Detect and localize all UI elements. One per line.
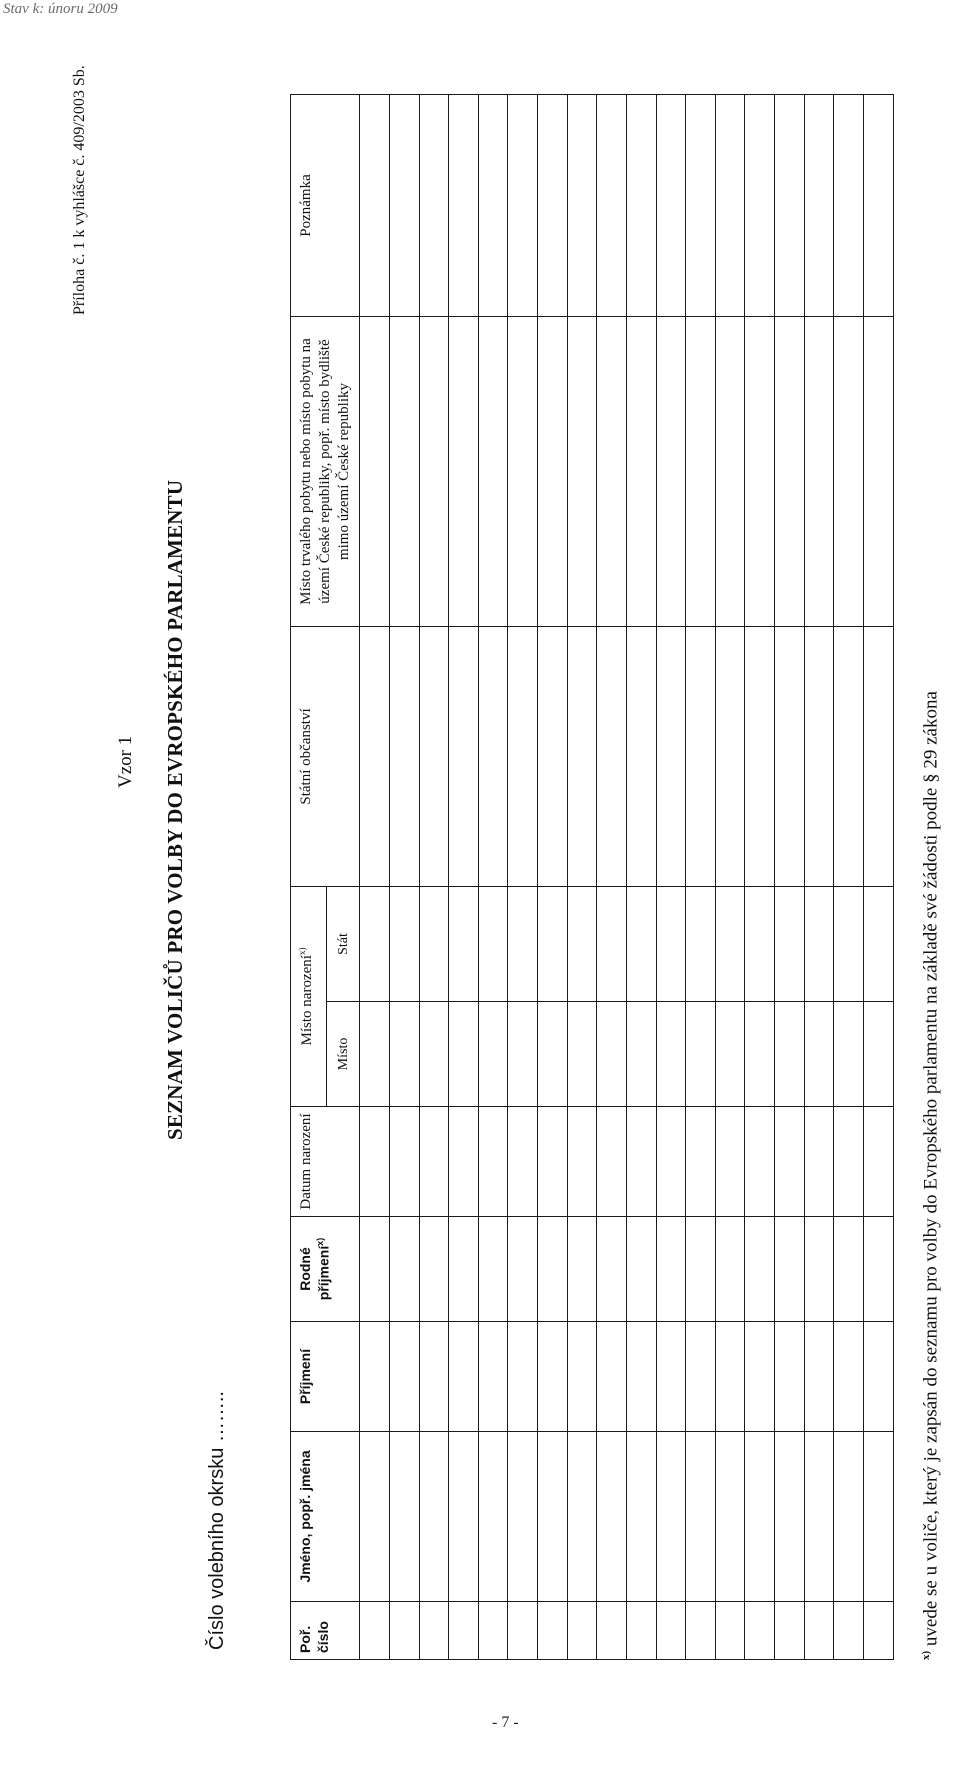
table-cell <box>626 1602 656 1660</box>
table-row <box>834 95 864 1660</box>
table-cell <box>567 1432 597 1602</box>
table-cell <box>538 317 568 627</box>
page-number: - 7 - <box>492 1714 519 1731</box>
table-cell <box>775 627 805 887</box>
table-row <box>360 95 390 1660</box>
table-cell <box>626 1322 656 1432</box>
table-row <box>449 95 479 1660</box>
table-cell <box>538 1322 568 1432</box>
table-cell <box>360 95 390 317</box>
table-cell <box>686 1002 716 1107</box>
footnote-marker: x) <box>314 1237 325 1246</box>
table-cell <box>804 1217 834 1322</box>
table-cell <box>389 1217 419 1322</box>
table-cell <box>419 1322 449 1432</box>
table-cell <box>656 317 686 627</box>
table-cell <box>686 317 716 627</box>
header-stat: Stát <box>327 887 360 1002</box>
table-cell <box>863 887 893 1002</box>
table-cell <box>745 1217 775 1322</box>
table-cell <box>567 95 597 317</box>
table-cell <box>419 1602 449 1660</box>
table-cell <box>745 1602 775 1660</box>
table-cell <box>567 1217 597 1322</box>
table-cell <box>419 1432 449 1602</box>
table-cell <box>804 1322 834 1432</box>
table-cell <box>686 95 716 317</box>
table-cell <box>715 317 745 627</box>
table-cell <box>449 1602 479 1660</box>
table-cell <box>538 1432 568 1602</box>
table-cell <box>863 95 893 317</box>
table-cell <box>863 1002 893 1107</box>
table-cell <box>775 1432 805 1602</box>
table-cell <box>389 887 419 1002</box>
table-cell <box>508 627 538 887</box>
table-cell <box>804 1107 834 1217</box>
table-cell <box>449 95 479 317</box>
table-cell <box>804 887 834 1002</box>
table-cell <box>686 1432 716 1602</box>
table-cell <box>597 627 627 887</box>
footnote-text: uvede se u voliče, který je zapsán do seznamu pro volby do Evropského parlamentu na základě své žádosti podle § 29 zákona <box>920 691 942 1647</box>
table-row <box>686 95 716 1660</box>
table-cell <box>715 1322 745 1432</box>
table-cell <box>360 1322 390 1432</box>
header-datum-narozeni: Datum narození <box>291 1107 360 1217</box>
table-cell <box>449 1322 479 1432</box>
district-number-label: Číslo volebního okrsku …….. <box>206 1391 228 1650</box>
table-row <box>626 95 656 1660</box>
table-cell <box>715 1002 745 1107</box>
header-poznamka: Poznámka <box>291 95 360 317</box>
rotated-form-page <box>0 10 942 1680</box>
table-cell <box>745 627 775 887</box>
table-cell <box>745 95 775 317</box>
table-cell <box>360 1002 390 1107</box>
table-cell <box>597 317 627 627</box>
table-cell <box>419 627 449 887</box>
table-cell <box>538 627 568 887</box>
header-prijmeni: Příjmení <box>291 1322 360 1432</box>
table-cell <box>508 1322 538 1432</box>
table-row <box>567 95 597 1660</box>
table-cell <box>538 95 568 317</box>
table-cell <box>360 887 390 1002</box>
table-cell <box>478 627 508 887</box>
table-row <box>389 95 419 1660</box>
table-cell <box>804 1602 834 1660</box>
table-cell <box>775 1107 805 1217</box>
table-cell <box>597 1602 627 1660</box>
header-jmeno: Jméno, popř. jména <box>291 1432 360 1602</box>
footnote-marker: x) <box>297 947 307 956</box>
table-cell <box>715 1107 745 1217</box>
table-cell <box>538 1107 568 1217</box>
table-cell <box>538 1217 568 1322</box>
table-cell <box>686 1602 716 1660</box>
table-cell <box>834 1002 864 1107</box>
table-cell <box>478 1322 508 1432</box>
table-cell <box>626 1217 656 1322</box>
header-rodne-prijmeni: Rodné příjmení$^{x)}$ <box>291 1217 360 1322</box>
table-cell <box>863 1217 893 1322</box>
table-cell <box>626 1002 656 1107</box>
table-cell <box>419 1107 449 1217</box>
table-row <box>745 95 775 1660</box>
table-cell <box>419 317 449 627</box>
table-cell <box>360 1217 390 1322</box>
table-cell <box>804 1002 834 1107</box>
table-cell <box>478 95 508 317</box>
table-cell <box>745 1107 775 1217</box>
table-cell <box>715 95 745 317</box>
table-cell <box>863 1602 893 1660</box>
table-cell <box>389 1322 419 1432</box>
table-row <box>478 95 508 1660</box>
table-cell <box>478 1432 508 1602</box>
header-obcanstvi: Státní občanství <box>291 627 360 887</box>
table-cell <box>863 1432 893 1602</box>
table-cell <box>834 95 864 317</box>
table-cell <box>389 1432 419 1602</box>
table-cell <box>626 887 656 1002</box>
table-cell <box>626 1107 656 1217</box>
table-row <box>538 95 568 1660</box>
table-cell <box>597 1217 627 1322</box>
table-cell <box>449 1002 479 1107</box>
table-cell <box>419 1217 449 1322</box>
table-cell <box>834 627 864 887</box>
table-cell <box>597 1432 627 1602</box>
table-cell <box>597 1002 627 1107</box>
table-cell <box>834 1107 864 1217</box>
table-cell <box>389 1107 419 1217</box>
table-cell <box>626 627 656 887</box>
table-cell <box>597 95 627 317</box>
table-cell <box>715 1432 745 1602</box>
table-cell <box>715 1217 745 1322</box>
table-cell <box>508 317 538 627</box>
header-bydliste: Místo trvalého pobytu nebo místo pobytu na území České republiky, popř. místo bydliště mimo území České republiky <box>291 317 360 627</box>
table-cell <box>686 1322 716 1432</box>
table-row <box>508 95 538 1660</box>
table-cell <box>775 887 805 1002</box>
table-cell <box>656 1322 686 1432</box>
table-cell <box>567 1602 597 1660</box>
table-cell <box>775 1322 805 1432</box>
table-cell <box>745 1432 775 1602</box>
table-cell <box>804 95 834 317</box>
table-row <box>775 95 805 1660</box>
footnote <box>920 691 942 1660</box>
table-cell <box>834 317 864 627</box>
table-cell <box>834 1322 864 1432</box>
table-cell <box>597 887 627 1002</box>
table-row <box>804 95 834 1660</box>
table-cell <box>656 1217 686 1322</box>
table-cell <box>686 627 716 887</box>
table-cell <box>863 1322 893 1432</box>
table-cell <box>478 1602 508 1660</box>
table-cell <box>775 1002 805 1107</box>
table-cell <box>449 887 479 1002</box>
table-cell <box>834 887 864 1002</box>
table-cell <box>715 1602 745 1660</box>
table-cell <box>449 627 479 887</box>
table-cell <box>567 627 597 887</box>
table-cell <box>715 887 745 1002</box>
table-cell <box>360 627 390 887</box>
table-cell <box>686 887 716 1002</box>
table-cell <box>538 1002 568 1107</box>
table-cell <box>626 317 656 627</box>
table-cell <box>567 1002 597 1107</box>
table-cell <box>567 887 597 1002</box>
table-cell <box>360 1432 390 1602</box>
header-por-cislo: Poř. číslo <box>291 1602 360 1660</box>
table-cell <box>449 1432 479 1602</box>
table-cell <box>656 1432 686 1602</box>
table-cell <box>863 627 893 887</box>
table-cell <box>567 1322 597 1432</box>
table-cell <box>686 1107 716 1217</box>
table-cell <box>478 1107 508 1217</box>
table-cell <box>567 317 597 627</box>
table-cell <box>360 1602 390 1660</box>
table-cell <box>389 1002 419 1107</box>
table-cell <box>804 627 834 887</box>
table-cell <box>389 95 419 317</box>
table-cell <box>775 95 805 317</box>
table-cell <box>656 1602 686 1660</box>
table-cell <box>656 1107 686 1217</box>
table-cell <box>508 1432 538 1602</box>
table-cell <box>775 317 805 627</box>
table-cell <box>775 1217 805 1322</box>
template-label: Vzor 1 <box>115 735 136 788</box>
table-cell <box>538 887 568 1002</box>
table-cell <box>419 1002 449 1107</box>
table-cell <box>508 1002 538 1107</box>
table-cell <box>478 317 508 627</box>
table-cell <box>863 317 893 627</box>
table-cell <box>834 1217 864 1322</box>
document-title: SEZNAM VOLIČŮ PRO VOLBY DO EVROPSKÉHO PARLAMENTU <box>163 479 187 1140</box>
table-cell <box>745 1322 775 1432</box>
voter-list-table <box>290 94 894 1660</box>
table-cell <box>449 317 479 627</box>
table-cell <box>745 887 775 1002</box>
header-misto-narozeni: Místo narození$^{x)}$ <box>291 887 327 1107</box>
table-cell <box>508 1217 538 1322</box>
table-cell <box>626 95 656 317</box>
table-cell <box>508 1602 538 1660</box>
table-cell <box>389 1602 419 1660</box>
table-cell <box>538 1602 568 1660</box>
table-cell <box>656 627 686 887</box>
table-cell <box>745 1002 775 1107</box>
table-cell <box>804 317 834 627</box>
table-row <box>715 95 745 1660</box>
table-cell <box>419 887 449 1002</box>
table-cell <box>656 1002 686 1107</box>
footnote-mark: x) <box>920 1650 932 1660</box>
table-cell <box>567 1107 597 1217</box>
table-cell <box>478 1217 508 1322</box>
table-cell <box>804 1432 834 1602</box>
table-cell <box>834 1432 864 1602</box>
table-cell <box>508 887 538 1002</box>
table-cell <box>389 627 419 887</box>
table-cell <box>478 1002 508 1107</box>
table-cell <box>508 95 538 317</box>
table-row <box>863 95 893 1660</box>
table-cell <box>775 1602 805 1660</box>
table-cell <box>686 1217 716 1322</box>
table-cell <box>478 887 508 1002</box>
table-cell <box>449 1107 479 1217</box>
table-cell <box>449 1217 479 1322</box>
table-cell <box>656 95 686 317</box>
table-cell <box>745 317 775 627</box>
table-cell <box>419 95 449 317</box>
table-cell <box>863 1107 893 1217</box>
table-cell <box>360 1107 390 1217</box>
table-cell <box>715 627 745 887</box>
table-cell <box>508 1107 538 1217</box>
header-misto: Místo <box>327 1002 360 1107</box>
table-row <box>656 95 686 1660</box>
annex-reference: Příloha č. 1 k vyhlášce č. 409/2003 Sb. <box>71 65 88 315</box>
table-cell <box>834 1602 864 1660</box>
table-row <box>597 95 627 1660</box>
table-cell <box>360 317 390 627</box>
table-cell <box>389 317 419 627</box>
table-row <box>419 95 449 1660</box>
table-cell <box>626 1432 656 1602</box>
table-cell <box>656 887 686 1002</box>
table-cell <box>597 1322 627 1432</box>
table-cell <box>597 1107 627 1217</box>
status-stamp: Stav k: únoru 2009 <box>3 1 118 17</box>
